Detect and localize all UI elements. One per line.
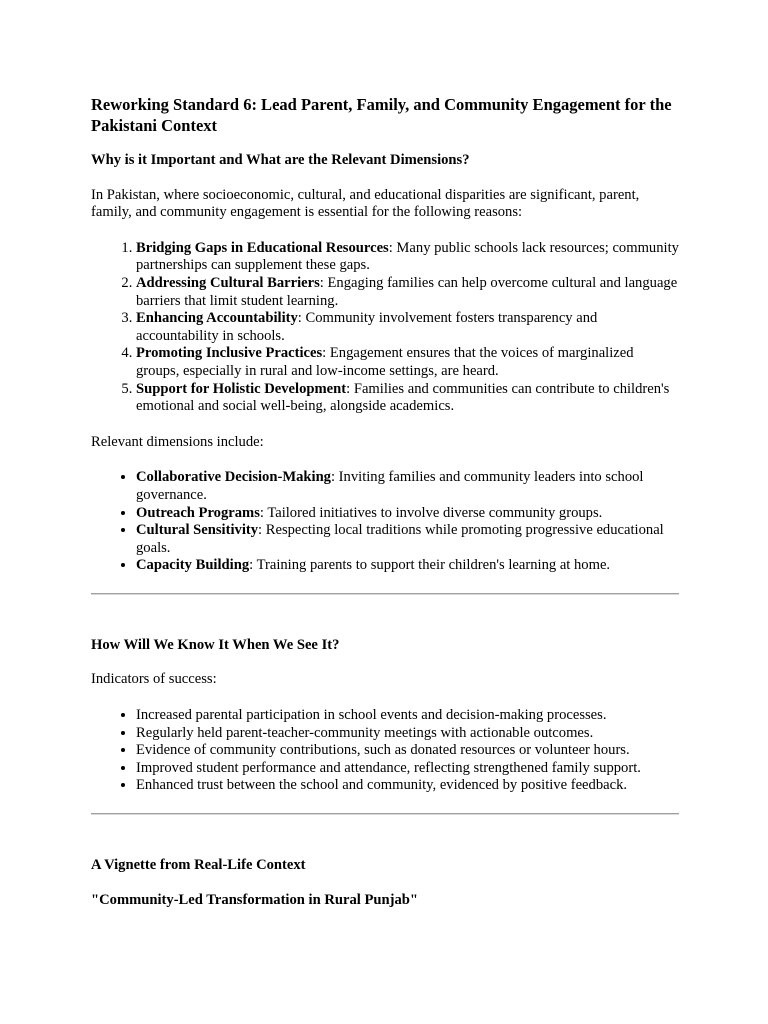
dimension-term: Collaborative Decision-Making [136, 469, 331, 486]
reason-term: Addressing Cultural Barriers [136, 274, 320, 291]
dimension-term: Capacity Building [136, 557, 250, 574]
dimension-item [136, 505, 679, 523]
section-heading-vignette: A Vignette from Real-Life Context [91, 857, 306, 874]
indicator-item: • Increased parental participation in school events and decision-making processes. [136, 707, 679, 725]
reason-term: Bridging Gaps in Educational Resources [136, 239, 389, 256]
reason-text: : Many public schools lack resources; community partnerships can supplement these gaps. [136, 239, 679, 274]
reason-item [136, 345, 679, 380]
document-title: Reworking Standard 6: Lead Parent, Family, and Community Engagement for the Pakistani Context [91, 95, 672, 135]
reason-text: : Engaging families can help overcome cultural and language barriers that limit student learning. [136, 274, 678, 309]
section-divider [91, 593, 679, 595]
indicator-item: • Improved student performance and attendance, reflecting strengthened family support. [136, 760, 679, 778]
dimension-text: : Inviting families and community leaders into school governance. [136, 469, 644, 503]
reason-text: : Community involvement fosters transparency and accountability in schools. [136, 310, 598, 344]
dimension-text: : Tailored initiatives to involve diverse community groups. [259, 504, 603, 521]
section-divider [91, 813, 679, 815]
reason-text: : Engagement ensures that the voices of marginalized groups, especially in rural and low-income settings, are heard. [136, 345, 634, 379]
reason-item [136, 381, 679, 416]
reasons-list [91, 240, 679, 416]
indicators-list [91, 707, 679, 795]
importance-intro: In Pakistan, where socioeconomic, cultural, and educational disparities are significant, parent, family, and community engagement is essential for the following reasons: [91, 186, 640, 221]
reason-item [136, 310, 679, 345]
reason-item [136, 240, 679, 275]
indicators-intro: Indicators of success: [91, 671, 217, 688]
dimension-text: : Training parents to support their children's learning at home. [249, 557, 611, 574]
indicator-item: • Regularly held parent-teacher-community meetings with actionable outcomes. [136, 725, 679, 743]
dimensions-intro: Relevant dimensions include: [91, 433, 264, 450]
reason-term: Enhancing Accountability [136, 310, 298, 327]
document-page [91, 94, 679, 926]
section-heading-indicators: How Will We Know It When We See It? [91, 636, 340, 653]
dimension-term: Cultural Sensitivity [136, 522, 259, 539]
dimensions-list [91, 469, 679, 575]
dimension-term: Outreach Programs [136, 504, 260, 521]
reason-item [136, 275, 679, 310]
reason-term: Promoting Inclusive Practices [136, 345, 323, 362]
vignette-title: "Community-Led Transformation in Rural Punjab" [91, 891, 419, 908]
reason-text: : Families and communities can contribute to children's emotional and social well-being, alongside academics. [136, 380, 670, 415]
dimension-item [136, 522, 679, 557]
dimension-text: : Respecting local traditions while promoting progressive educational goals. [136, 522, 664, 556]
dimension-item [136, 557, 679, 575]
indicator-item: • Evidence of community contributions, such as donated resources or volunteer hours. [136, 742, 679, 760]
section-heading-importance: Why is it Important and What are the Relevant Dimensions? [91, 152, 470, 168]
reason-term: Support for Holistic Development [136, 380, 347, 397]
dimension-item [136, 469, 679, 504]
indicator-item: • Enhanced trust between the school and community, evidenced by positive feedback. [136, 777, 679, 795]
